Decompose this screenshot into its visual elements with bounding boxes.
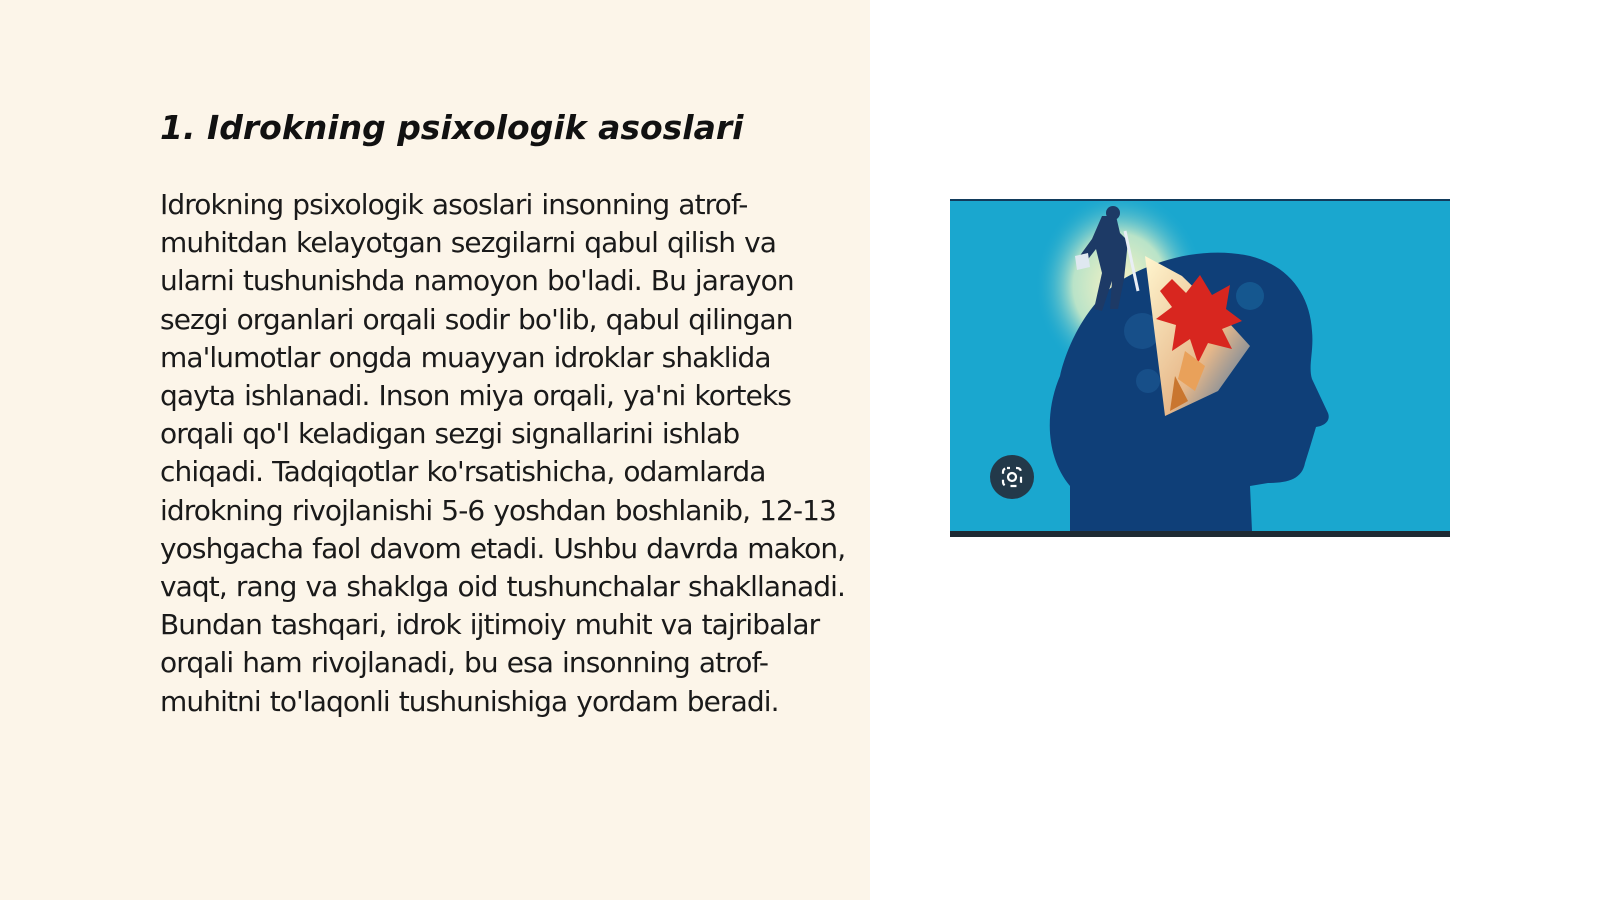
head-illustration [950,201,1450,531]
slide-body-text: Idrokning psixologik asoslari insonning atrof-muhitdan kelayotgan sezgilarni qabul qilish va ularni tushunishda namoyon bo'ladi. Bu jarayon sezgi organlari orqali sodir bo'lib, qabul qilingan ma'lumotlar ongda muayyan idroklar shaklida qayta ishlanadi. Inson miya orqali, ya'ni korteks orqali qo'l keladigan sezgi signallarini ishlab chiqadi. Tadqiqotlar ko'rsatishicha, odamlarda idrokning rivojlanishi 5-6 yoshdan boshlanib, 12-13 yoshgacha faol davom etadi. Ushbu davrda makon, vaqt, rang va shaklga oid tushunchalar shakllanadi. Bundan tashqari, idrok ijtimoiy muhit va tajribalar orqali ham rivojlanadi, bu esa insonning atrof-muhitni to'laqonli tushunishiga yordam beradi. [160,188,846,718]
slide-heading: 1. Idrokning psixologik asoslari [160,108,744,147]
head-illustration-image [950,199,1450,537]
